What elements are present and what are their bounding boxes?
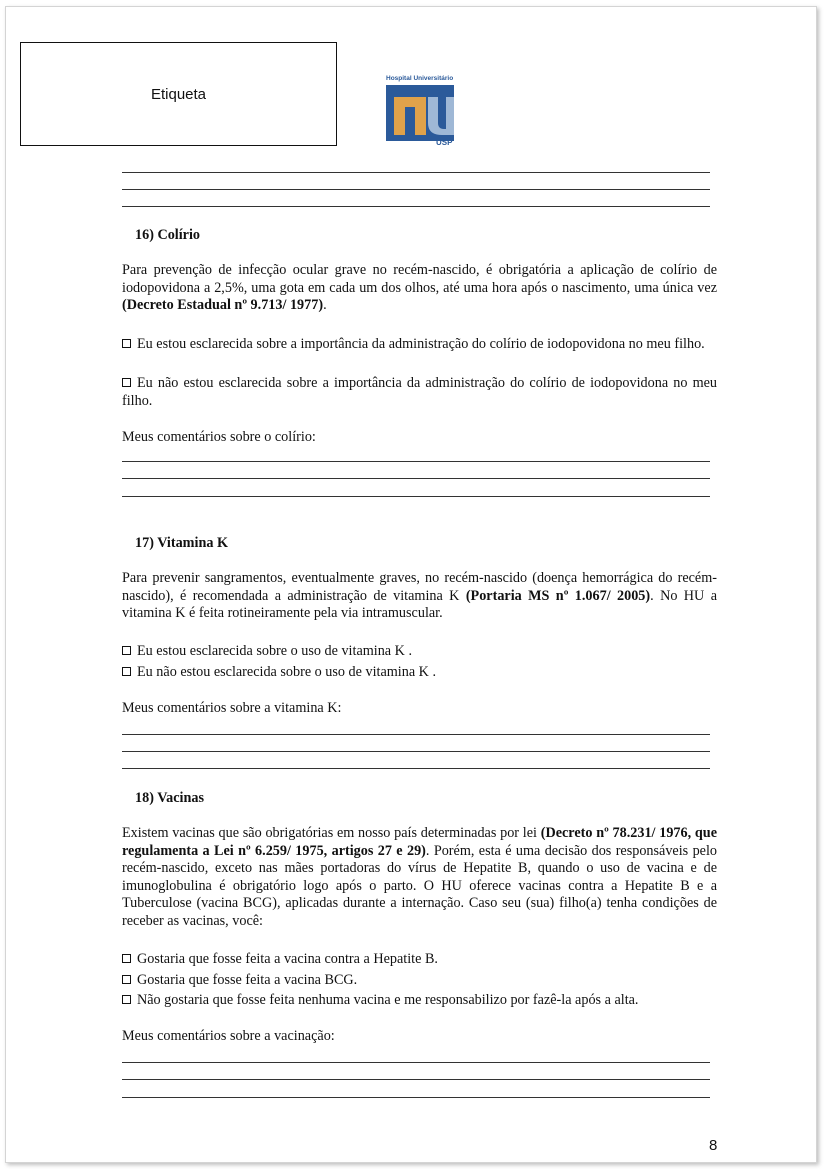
blank-line[interactable]	[122, 1062, 710, 1063]
logo-caption: Hospital Universitário	[386, 75, 454, 82]
hu-logo-icon	[384, 83, 456, 145]
logo-usp: USP	[436, 138, 453, 147]
checkbox[interactable]	[122, 339, 131, 348]
vitamina-paragraph: Para prevenir sangramentos, eventualmente graves, no recém-nascido (doença hemorrágica do recém-nascido), é recomendada a administração de vitamina K (Portaria MS nº 1.067/ 2005). No HU a vitamina K é feita rotineiramente pela via intramuscular.	[122, 570, 717, 621]
vacinas-option-1[interactable]: Gostaria que fosse feita a vacina contra a Hepatite B.	[122, 951, 438, 969]
colirio-option-2[interactable]: Eu não estou esclarecida sobre a importância da administração do colírio de iodopovidona no meu filho.	[122, 375, 717, 409]
checkbox[interactable]	[122, 667, 131, 676]
colirio-option-1[interactable]: Eu estou esclarecida sobre a importância da administração do colírio de iodopovidona no meu filho.	[122, 336, 717, 354]
blank-line[interactable]	[122, 206, 710, 207]
checkbox[interactable]	[122, 954, 131, 963]
section-title-vacinas: 18) Vacinas	[135, 790, 204, 806]
etiqueta-box	[20, 42, 337, 146]
colirio-decree: (Decreto Estadual nº 9.713/ 1977)	[122, 297, 324, 313]
checkbox[interactable]	[122, 646, 131, 655]
blank-line[interactable]	[122, 734, 710, 735]
checkbox[interactable]	[122, 378, 131, 387]
vacinas-option-3[interactable]: Não gostaria que fosse feita nenhuma vacina e me responsabilizo por fazê-la após a alta.	[122, 992, 638, 1010]
section-title-colirio: 16) Colírio	[135, 227, 201, 243]
colirio-comments-label: Meus comentários sobre o colírio:	[122, 429, 316, 445]
colirio-paragraph: Para prevenção de infecção ocular grave no recém-nascido, é obrigatória a aplicação de colírio de iodopovidona a 2,5%, uma gota em cada um dos olhos, até uma hora após o nascimento, uma única vez (Decreto Estadual nº 9.713/ 1977).	[122, 262, 717, 313]
page-number: 8	[709, 1137, 718, 1154]
hospital-logo	[384, 75, 456, 151]
blank-line[interactable]	[122, 1097, 710, 1098]
blank-line[interactable]	[122, 768, 710, 769]
blank-line[interactable]	[122, 751, 710, 752]
vacinas-decree: (Decreto nº 78.231/ 1976, que regulamenta a Lei nº 6.259/ 1975, artigos 27 e 29)	[122, 825, 717, 859]
vitamina-option-2[interactable]: Eu não estou esclarecida sobre o uso de vitamina K .	[122, 664, 436, 682]
blank-line[interactable]	[122, 189, 710, 190]
vitamina-ordinance: (Portaria MS nº 1.067/ 2005)	[465, 587, 651, 604]
blank-line[interactable]	[122, 478, 710, 479]
checkbox[interactable]	[122, 995, 131, 1004]
blank-line[interactable]	[122, 172, 710, 173]
vitamina-option-1[interactable]: Eu estou esclarecida sobre o uso de vitamina K .	[122, 643, 412, 661]
etiqueta-label: Etiqueta	[150, 85, 207, 103]
checkbox[interactable]	[122, 975, 131, 984]
vacinas-paragraph: Existem vacinas que são obrigatórias em nosso país determinadas por lei (Decreto nº 78.231/ 1976, que regulamenta a Lei nº 6.259/ 1975, artigos 27 e 29). Porém, esta é uma decisão dos responsáveis pelo recém-nascido, exceto nas mães portadoras do vírus de Hepatite B, quando o uso de vacina e de imunoglobulina é obrigatório logo após o parto. O HU oferece vacinas contra a Hepatite B e a Tuberculose (vacina BCG), aplicadas durante a internação. Caso seu (sua) filho(a) tenha condições de receber as vacinas, você:	[122, 825, 717, 929]
vitamina-comments-label: Meus comentários sobre a vitamina K:	[122, 700, 342, 716]
blank-line[interactable]	[122, 461, 710, 462]
section-title-vitamina: 17) Vitamina K	[135, 535, 229, 551]
vacinas-option-2[interactable]: Gostaria que fosse feita a vacina BCG.	[122, 972, 357, 990]
blank-line[interactable]	[122, 496, 710, 497]
vacinas-comments-label: Meus comentários sobre a vacinação:	[122, 1028, 335, 1044]
blank-line[interactable]	[122, 1079, 710, 1080]
